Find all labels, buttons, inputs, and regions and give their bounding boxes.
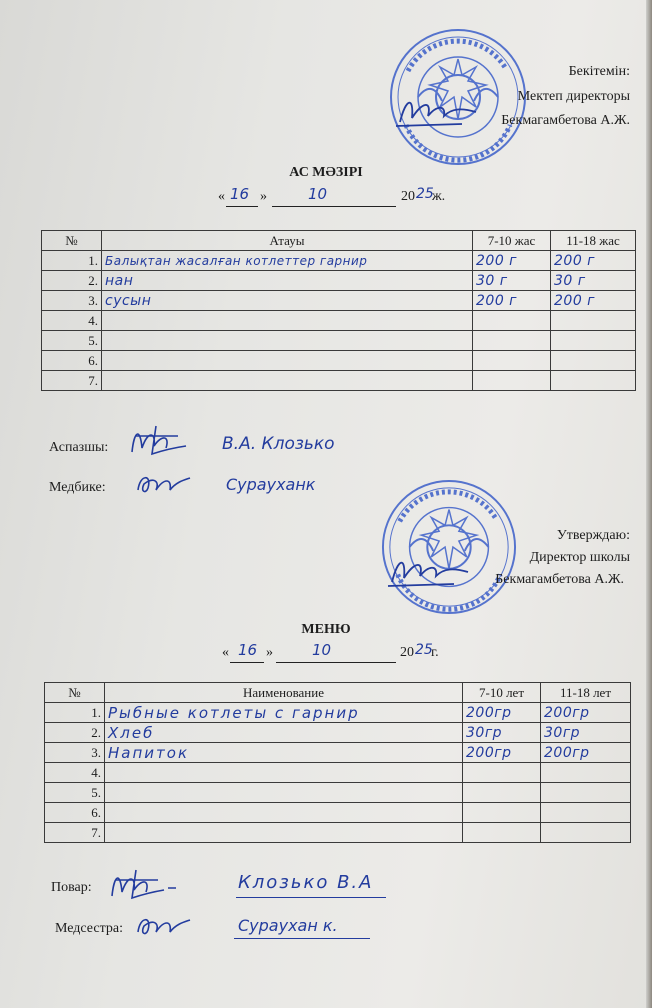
ru-header-num: №	[45, 683, 105, 703]
kz-header-num: №	[42, 231, 102, 251]
kz-header-age-7-10: 7-10 жас	[473, 231, 551, 251]
kz-header-name: Атауы	[102, 231, 473, 251]
ru-header-age-7-10: 7-10 лет	[463, 683, 541, 703]
kz-date-year-unit: ж.	[432, 189, 446, 204]
table-row	[45, 763, 631, 783]
ru-cook-label: Повар:	[51, 880, 92, 895]
table-row	[42, 251, 636, 271]
row-number: 4.	[45, 763, 105, 783]
kz-nurse-label: Медбике:	[49, 480, 106, 495]
portion-11-18	[551, 371, 636, 391]
ru-menu-title: МЕНЮ	[301, 622, 351, 637]
row-number: 1.	[42, 251, 102, 271]
kz-date-year-suffix: 25	[416, 186, 434, 202]
kz-cook-signature-icon	[126, 422, 192, 458]
portion-7-10	[463, 803, 541, 823]
dish-name	[105, 823, 463, 843]
ru-approval-label: Утверждаю:	[556, 528, 630, 543]
portion-11-18	[541, 803, 631, 823]
portion-11-18: 200гр	[541, 743, 631, 763]
kz-nurse-name: Сурауханк	[226, 475, 316, 494]
portion-7-10: 200 г	[473, 251, 551, 271]
kz-date-close-quote: »	[260, 189, 267, 204]
ru-header-name: Наименование	[105, 683, 463, 703]
dish-name	[105, 763, 463, 783]
ru-approval-name: Бекмагамбетова А.Ж.	[495, 572, 624, 587]
kz-date-open-quote: «	[218, 189, 225, 204]
dish-name	[102, 311, 473, 331]
page-edge-shadow	[646, 0, 652, 1008]
ru-date-year-suffix: 25	[415, 642, 433, 658]
kz-table-header-row	[42, 231, 636, 251]
portion-7-10	[473, 311, 551, 331]
ru-date-open-quote: «	[222, 645, 229, 660]
portion-11-18: 30 г	[551, 271, 636, 291]
ru-header-age-11-18: 11-18 лет	[541, 683, 631, 703]
row-number: 3.	[42, 291, 102, 311]
ru-date-year-unit: г.	[431, 645, 439, 660]
ru-table-header-row	[45, 683, 631, 703]
table-row	[45, 783, 631, 803]
dish-name: сусын	[102, 291, 473, 311]
school-seal-stamp-middle-icon	[380, 478, 518, 616]
portion-7-10	[473, 331, 551, 351]
portion-7-10	[463, 763, 541, 783]
kz-director-signature-icon	[392, 92, 484, 132]
kz-nurse-signature-icon	[134, 468, 194, 498]
portion-7-10: 30 г	[473, 271, 551, 291]
table-row	[42, 351, 636, 371]
portion-7-10: 200 г	[473, 291, 551, 311]
dish-name	[102, 331, 473, 351]
portion-7-10: 200гр	[463, 703, 541, 723]
table-row	[42, 311, 636, 331]
portion-11-18	[541, 783, 631, 803]
portion-11-18	[551, 331, 636, 351]
portion-7-10: 200гр	[463, 743, 541, 763]
portion-7-10	[463, 783, 541, 803]
row-number: 3.	[45, 743, 105, 763]
kz-cook-label: Аспазшы:	[49, 440, 109, 455]
dish-name: Рыбные котлеты с гарнир	[105, 703, 463, 723]
row-number: 6.	[45, 803, 105, 823]
portion-7-10	[473, 371, 551, 391]
portion-7-10: 30гр	[463, 723, 541, 743]
table-row	[45, 743, 631, 763]
table-row	[42, 331, 636, 351]
ru-date-day: 16	[238, 641, 258, 659]
ru-nurse-label: Медсестра:	[55, 921, 123, 936]
portion-11-18: 200 г	[551, 251, 636, 271]
kz-date-year-prefix: 20	[401, 189, 415, 204]
portion-11-18: 200 г	[551, 291, 636, 311]
kz-menu-table	[41, 230, 636, 391]
portion-7-10	[473, 351, 551, 371]
table-row	[42, 271, 636, 291]
ru-approval-role: Директор школы	[529, 550, 630, 565]
table-row	[42, 291, 636, 311]
ru-nurse-signature-icon	[134, 910, 194, 940]
dish-name	[105, 803, 463, 823]
ru-director-signature-icon	[384, 552, 476, 592]
table-row	[45, 703, 631, 723]
kz-cook-name: В.А. Клозько	[222, 434, 335, 454]
ru-date-close-quote: »	[266, 645, 273, 660]
table-row	[45, 823, 631, 843]
row-number: 7.	[45, 823, 105, 843]
row-number: 7.	[42, 371, 102, 391]
table-row	[42, 371, 636, 391]
row-number: 4.	[42, 311, 102, 331]
table-row	[45, 803, 631, 823]
kz-approval-label: Бекітемін:	[568, 64, 630, 79]
ru-cook-signature-icon	[106, 866, 182, 902]
portion-11-18	[541, 823, 631, 843]
portion-7-10	[463, 823, 541, 843]
kz-header-age-11-18: 11-18 жас	[551, 231, 636, 251]
row-number: 2.	[42, 271, 102, 291]
row-number: 5.	[45, 783, 105, 803]
dish-name: нан	[102, 271, 473, 291]
kz-approval-role: Мектеп директоры	[517, 89, 630, 104]
portion-11-18	[551, 311, 636, 331]
ru-date-month: 10	[312, 641, 332, 659]
portion-11-18	[541, 763, 631, 783]
portion-11-18	[551, 351, 636, 371]
ru-nurse-name: Сураухан к.	[238, 916, 338, 935]
kz-menu-title: АС МӘЗІРІ	[289, 165, 363, 180]
dish-name: Балықтан жасалған котлеттер гарнир	[102, 251, 473, 271]
portion-11-18: 30гр	[541, 723, 631, 743]
kz-approval-name: Бекмагамбетова А.Ж.	[501, 113, 630, 128]
kz-date-month: 10	[308, 185, 328, 203]
row-number: 2.	[45, 723, 105, 743]
dish-name: Хлеб	[105, 723, 463, 743]
portion-11-18: 200гр	[541, 703, 631, 723]
row-number: 1.	[45, 703, 105, 723]
ru-cook-name: Клозько В.А	[238, 872, 374, 893]
row-number: 5.	[42, 331, 102, 351]
dish-name: Напиток	[105, 743, 463, 763]
ru-date-year-prefix: 20	[400, 645, 414, 660]
dish-name	[102, 351, 473, 371]
dish-name	[102, 371, 473, 391]
kz-date-day: 16	[230, 185, 250, 203]
row-number: 6.	[42, 351, 102, 371]
dish-name	[105, 783, 463, 803]
table-row	[45, 723, 631, 743]
ru-menu-table	[44, 682, 631, 843]
